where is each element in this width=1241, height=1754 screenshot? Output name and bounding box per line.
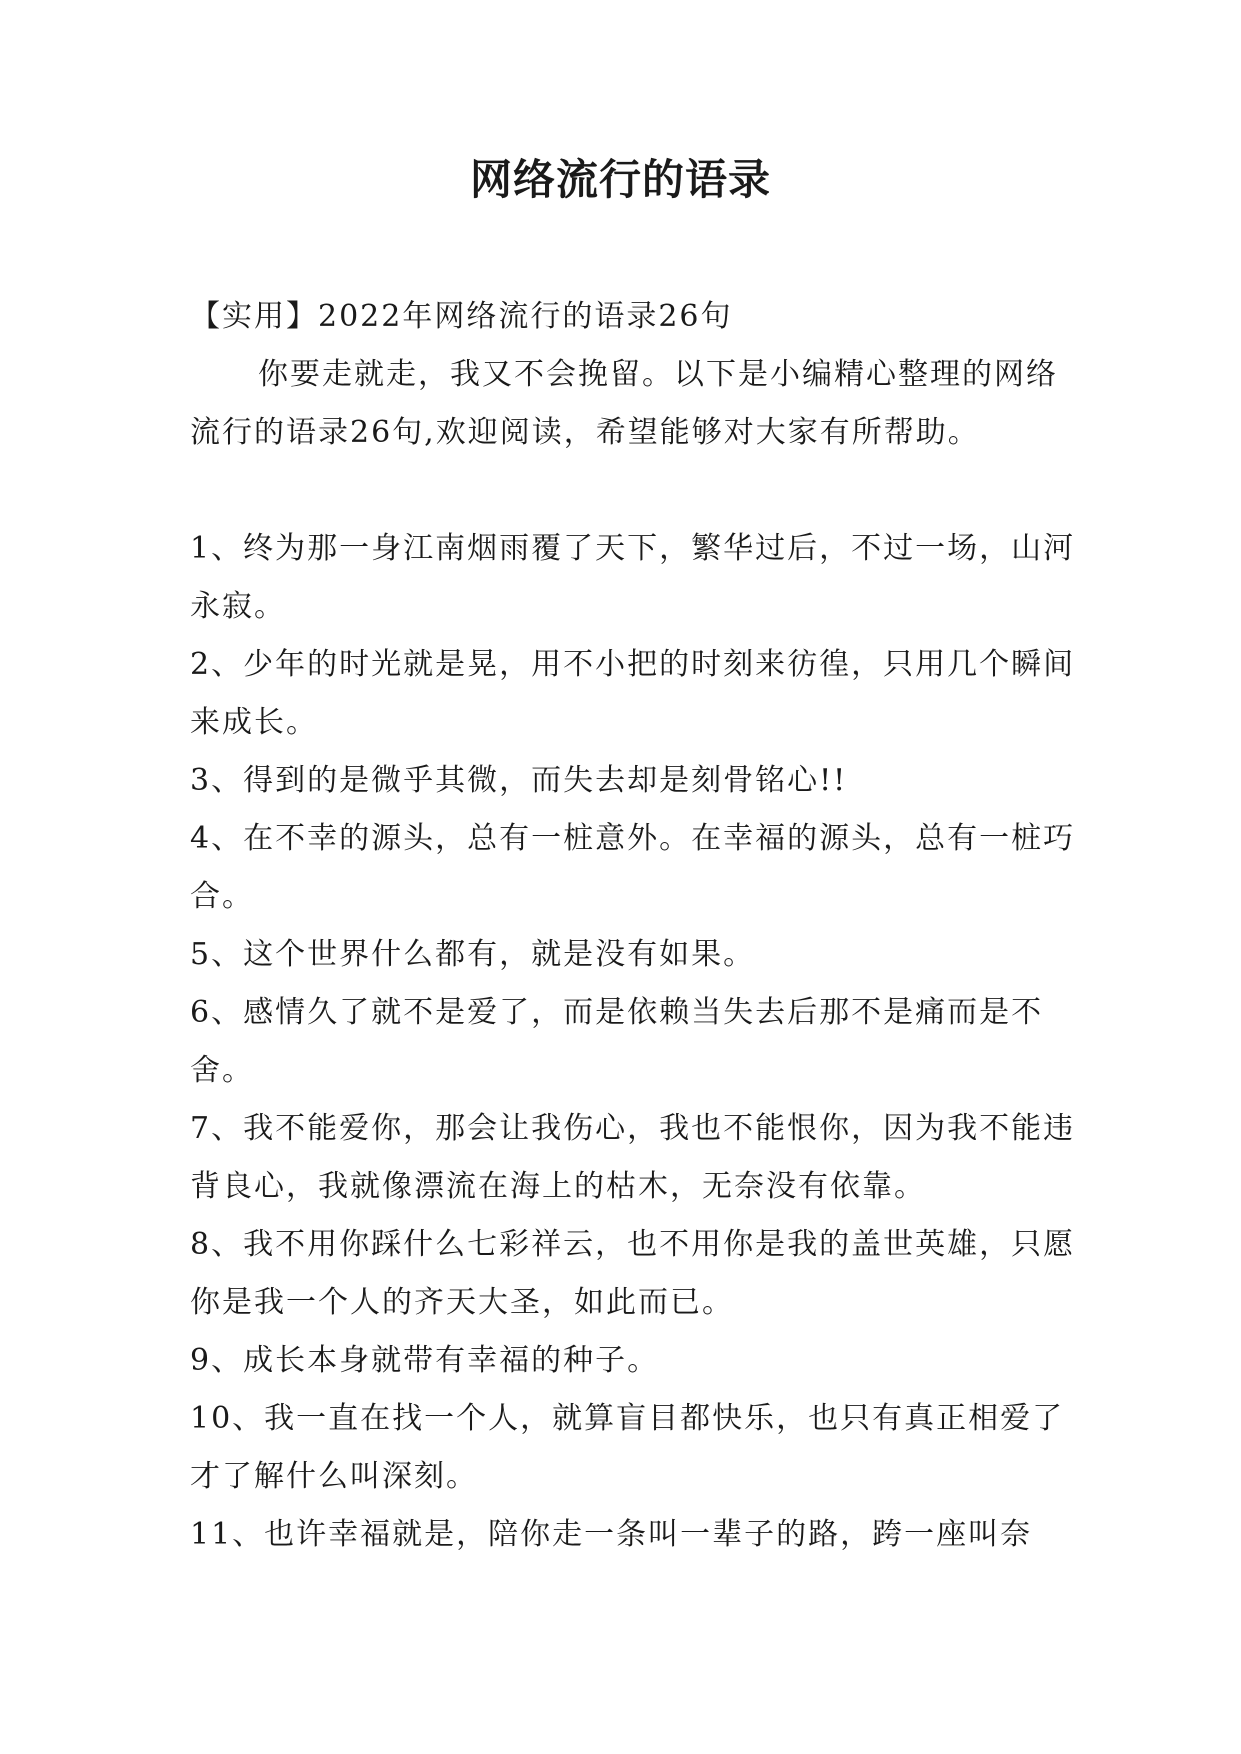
list-item: 3、得到的是微乎其微，而失去却是刻骨铭心!! <box>190 763 848 798</box>
list-item: 4、在不幸的源头，总有一桩意外。在幸福的源头，总有一桩巧合。 <box>190 821 1076 914</box>
intro-paragraph <box>190 346 1080 462</box>
list-item: 10、我一直在找一个人，就算盲目都快乐，也只有真正相爱了才了解什么叫深刻。 <box>190 1401 1065 1494</box>
list-item: 7、我不能爱你，那会让我伤心，我也不能恨你，因为我不能违背良心，我就像漂流在海上的枯木，无奈没有依靠。 <box>190 1111 1076 1204</box>
list-item: 1、终为那一身江南烟雨覆了天下，繁华过后，不过一场，山河永寂。 <box>190 531 1076 624</box>
list-item: 5、这个世界什么都有，就是没有如果。 <box>190 937 756 972</box>
list-item: 8、我不用你踩什么七彩祥云，也不用你是我的盖世英雄，只愿你是我一个人的齐天大圣，如此而已。 <box>190 1227 1076 1320</box>
intro-text: 你要走就走，我又不会挽留。以下是小编精心整理的网络流行的语录26句,欢迎阅读，希望能够对大家有所帮助。 <box>190 357 1058 450</box>
document-title: 网络流行的语录 <box>469 155 771 204</box>
list-item: 9、成长本身就带有幸福的种子。 <box>190 1343 660 1378</box>
list-item: 6、感情久了就不是爱了，而是依赖当失去后那不是痛而是不舍。 <box>190 995 1044 1088</box>
quote-list <box>190 520 1080 1564</box>
document-subtitle: 【实用】2022年网络流行的语录26句 <box>190 299 733 334</box>
list-item: 11、也许幸福就是，陪你走一条叫一辈子的路，跨一座叫奈 <box>190 1517 1033 1552</box>
list-item: 2、少年的时光就是晃，用不小把的时刻来彷徨，只用几个瞬间来成长。 <box>190 647 1076 740</box>
